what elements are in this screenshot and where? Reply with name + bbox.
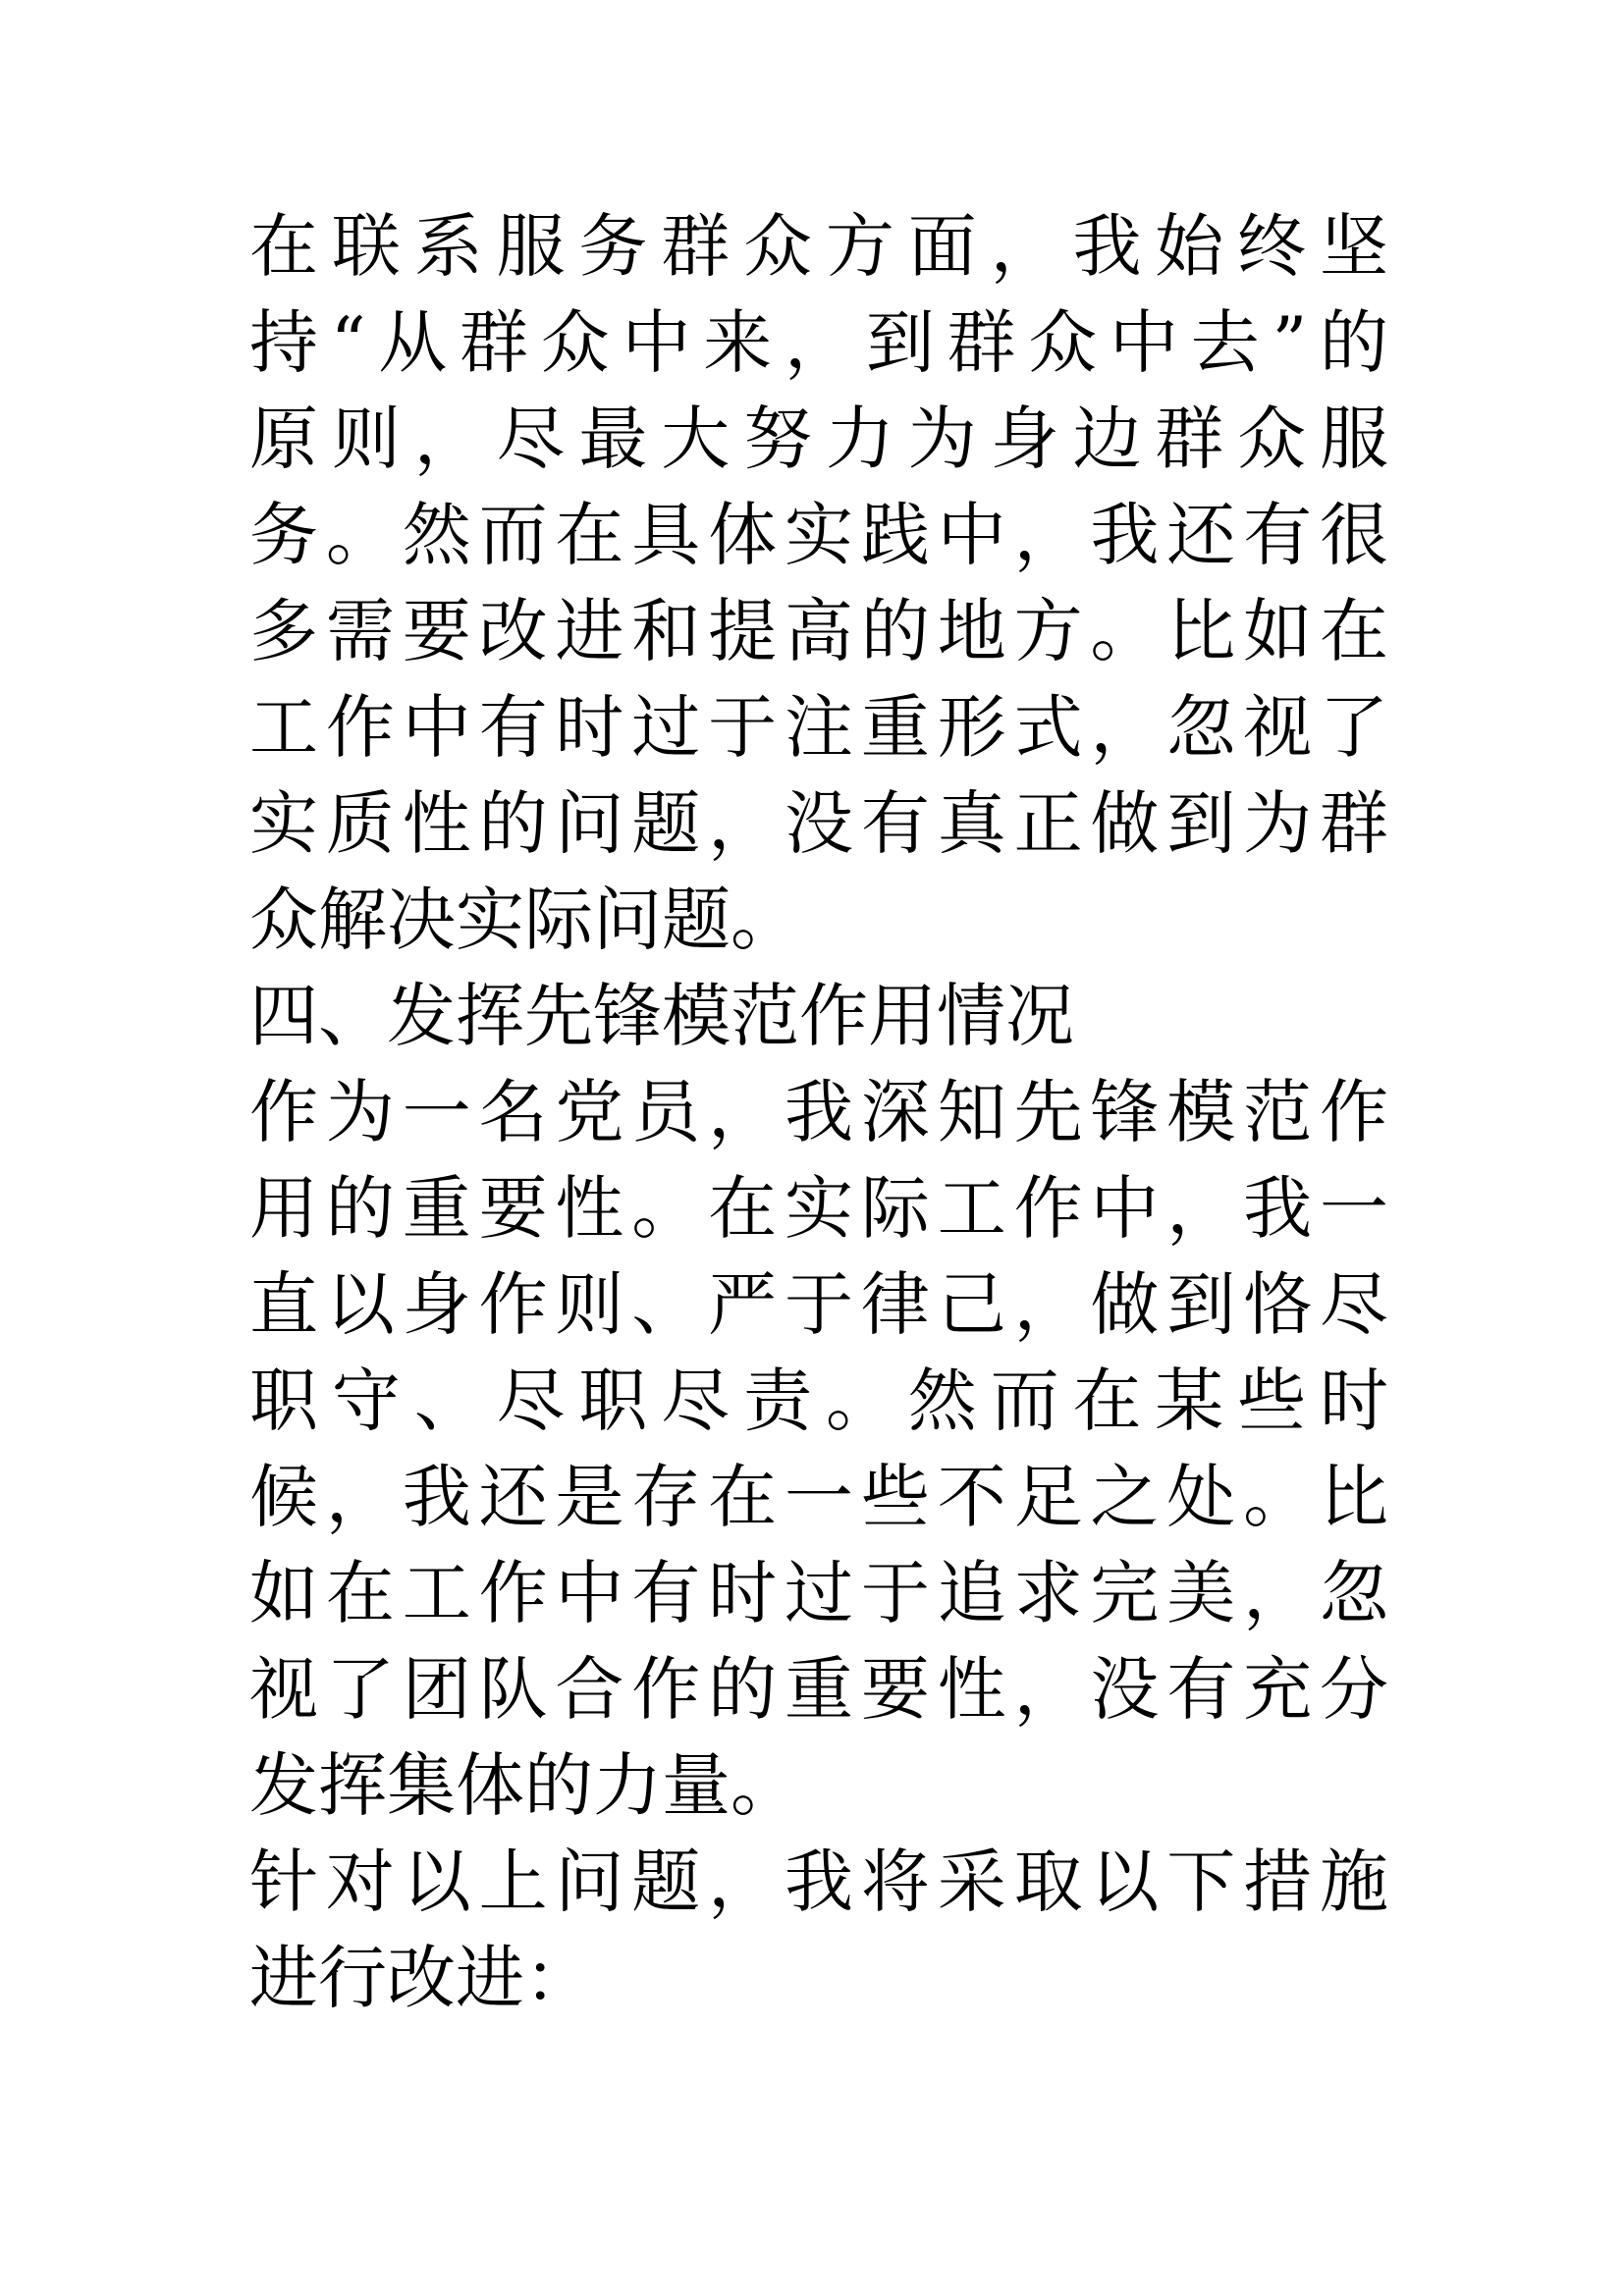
text-line-17: 发挥集体的力量。 [249, 1745, 799, 1826]
text-line-2: 持“从群众中来，到群众中去”的 [249, 302, 1388, 383]
text-line-6: 工作中有时过于注重形式，忽视了 [249, 687, 1388, 768]
text-line-4: 务。然而在具体实践中，我还有很 [249, 495, 1388, 575]
text-line-5: 多需要改进和提高的地方。比如在 [249, 591, 1388, 671]
section-heading: 四、发挥先锋模范作用情况 [249, 976, 1074, 1056]
text-line-11: 用的重要性。在实际工作中，我一 [249, 1168, 1388, 1249]
text-line-18: 针对以上问题，我将采取以下措施 [249, 1842, 1388, 1922]
text-line-8: 众解决实际问题。 [249, 880, 799, 960]
text-line-16: 视了团队合作的重要性，没有充分 [249, 1649, 1388, 1730]
text-line-12: 直以身作则、严于律己，做到恪尽 [249, 1264, 1388, 1345]
text-line-7: 实质性的问题，没有真正做到为群 [249, 783, 1388, 864]
text-line-13: 职守、尽职尽责。然而在某些时 [249, 1361, 1388, 1441]
text-line-10: 作为一名党员，我深知先锋模范作 [249, 1072, 1388, 1152]
text-line-1: 在联系服务群众方面，我始终坚 [249, 206, 1388, 287]
text-line-19: 进行改进： [249, 1938, 593, 2018]
text-line-14: 候，我还是存在一些不足之处。比 [249, 1457, 1388, 1537]
text-line-3: 原则，尽最大努力为身边群众服 [249, 399, 1388, 479]
text-line-15: 如在工作中有时过于追求完美，忽 [249, 1553, 1388, 1633]
